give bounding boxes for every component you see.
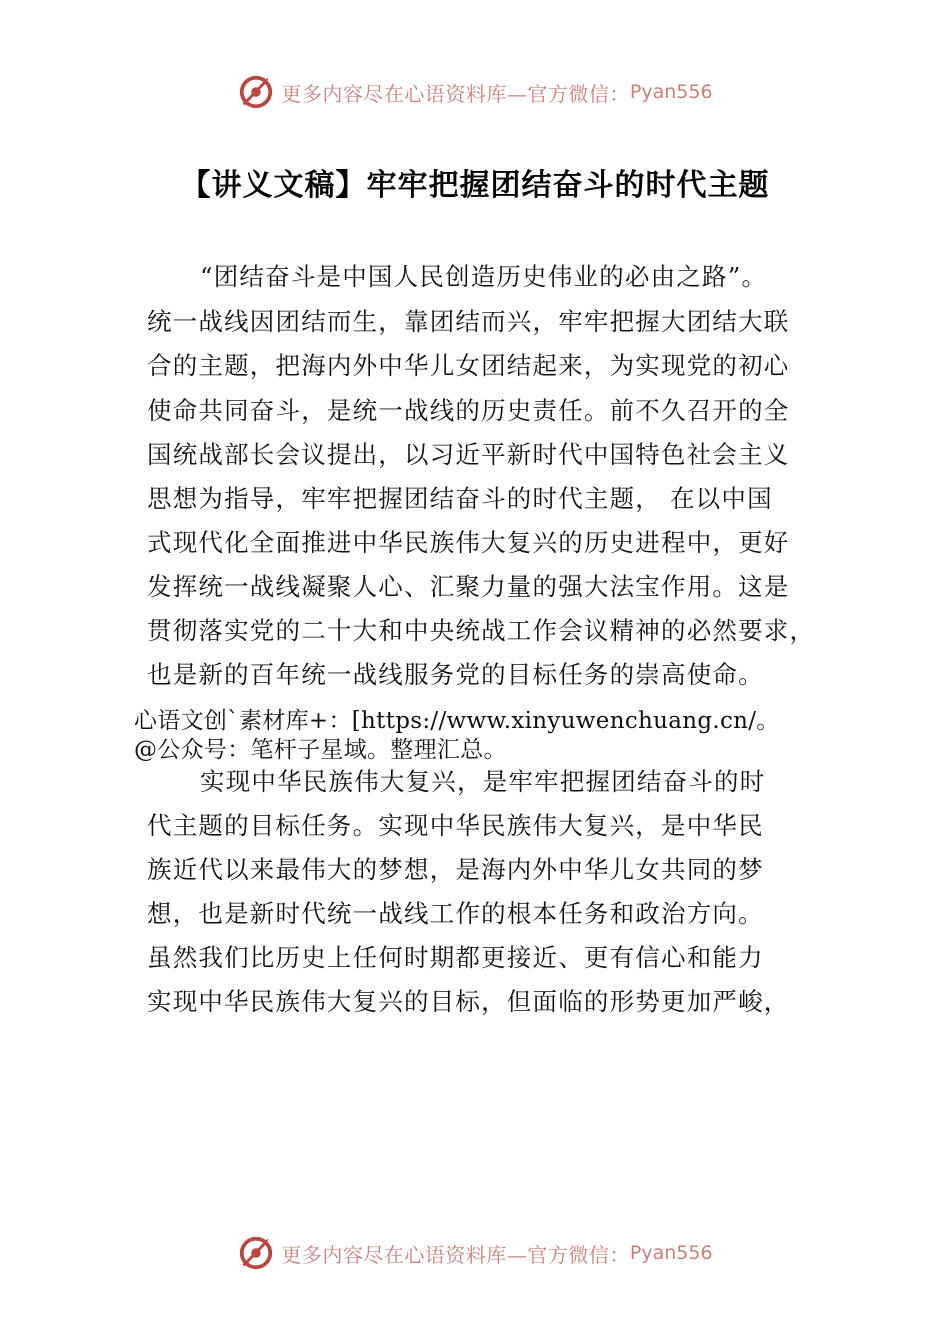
paragraph-2-line: 实现中华民族伟大复兴，是牢牢把握团结奋斗的时 [200,767,766,796]
paragraph-1-line: 使命共同奋斗，是统一战线的历史责任。前不久召开的全 [147,396,790,425]
document-title: 【讲义文稿】牢牢把握团结奋斗的时代主题 [180,168,770,203]
paragraph-1-line: 式现代化全面推进中华民族伟大复兴的历史进程中，更好 [147,528,790,557]
footer-banner [0,1231,950,1275]
paragraph-2-line: 族近代以来最伟大的梦想，是海内外中华儿女共同的梦 [147,855,764,884]
source-note-line: 心语文创`素材库+：[https://www.xinyuwenchuang.cn/。 [134,708,780,734]
brand-logo-icon [237,73,275,111]
paragraph-1-line: 统一战线因团结而生，靠团结而兴，牢牢把握大团结大联 [147,307,790,336]
paragraph-2-line: 代主题的目标任务。实现中华民族伟大复兴，是中华民 [147,811,764,840]
paragraph-1-line: 国统战部长会议提出，以习近平新时代中国特色社会主义 [147,440,790,469]
wechat-id: Pyan556 [629,1242,713,1264]
banner-text: 更多内容尽在心语资料库—官方微信： [281,1242,630,1267]
source-note-line: @公众号：笔杆子星域。整理汇总。 [134,737,507,763]
banner-text: 更多内容尽在心语资料库—官方微信： [281,81,630,106]
wechat-id: Pyan556 [629,81,713,103]
paragraph-2-line: 虽然我们比历史上任何时期都更接近、更有信心和能力 [147,943,764,972]
paragraph-1-line: 也是新的百年统一战线服务党的目标任务的崇高使命。 [147,660,764,689]
paragraph-1-line: 发挥统一战线凝聚人心、汇聚力量的强大法宝作用。这是 [147,572,790,601]
paragraph-1-line: 思想为指导，牢牢把握团结奋斗的时代主题， 在以中国 [147,484,773,513]
paragraph-2-line: 实现中华民族伟大复兴的目标，但面临的形势更加严峻， [147,987,790,1016]
header-banner [0,70,950,114]
paragraph-2-line: 想，也是新时代统一战线工作的根本任务和政治方向。 [147,899,764,928]
brand-logo-icon [237,1234,275,1272]
paragraph-1-line: 贯彻落实党的二十大和中央统战工作会议精神的必然要求， [147,616,816,645]
paragraph-1-line: “团结奋斗是中国人民创造历史伟业的必由之路”。 [200,262,768,291]
paragraph-1-line: 合的主题，把海内外中华儿女团结起来，为实现党的初心 [147,351,790,380]
